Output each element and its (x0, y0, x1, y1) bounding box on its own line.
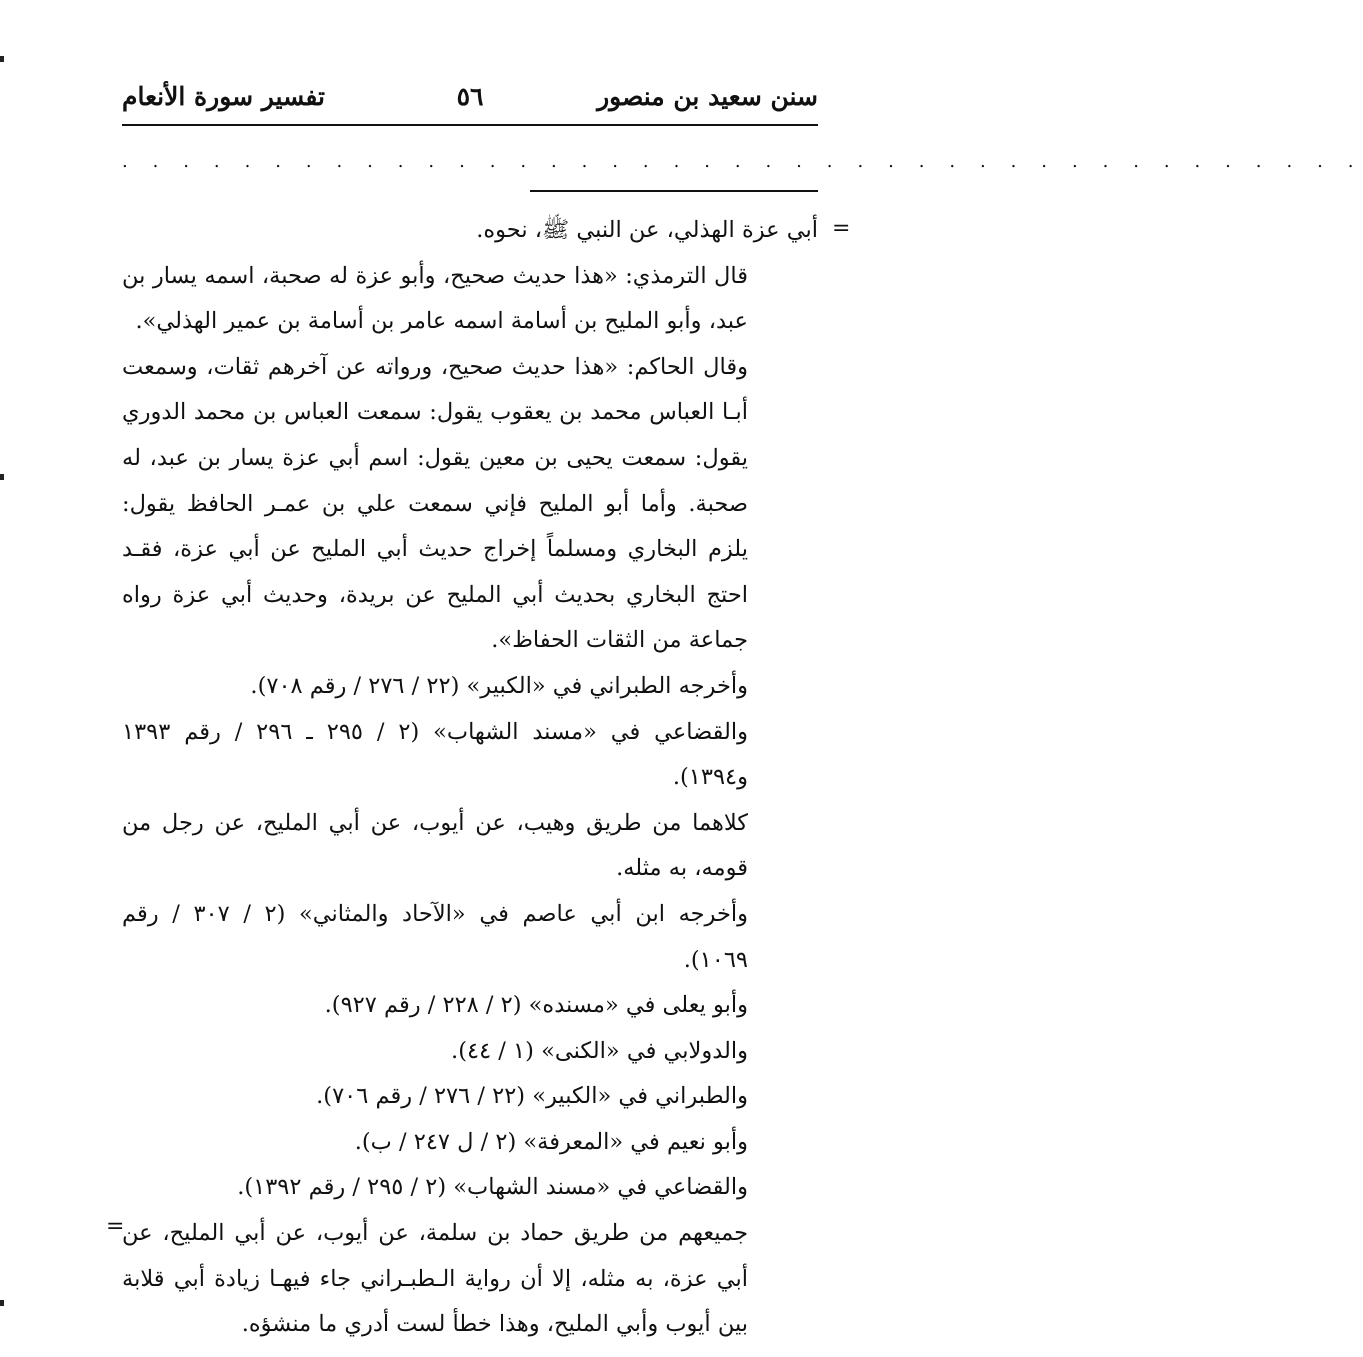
paragraph: جميعهم من طريق حماد بن سلمة، عن أيوب، عن أبي المليح، عن أبي عزة، به مثله، إلا أن رواية الـطبـراني جاء فيهـا زيادة أبي قلابة بين أيوب وأبي المليح، وهذا خطأ لست أدري ما منشؤه. (122, 1220, 748, 1338)
scan-edge-mark (0, 474, 4, 480)
paragraph: قال الترمذي: «هذا حديث صحيح، وأبو عزة له صحبة، اسمه يسار بن عبد، وأبو المليح بن أسامة اسمه عامر بن أسامة بن عمير الهذلي». (122, 262, 748, 335)
paragraph: كلاهما من طريق وهيب، عن أيوب، عن أبي المليح، عن رجل من قومه، به مثله. (122, 809, 748, 882)
paragraph: وقال الحاكم: «هذا حديث صحيح، ورواته عن آخرهم ثقات، وسمعت أبـا العباس محمد بن يعقوب يقول: سمعت العباس بن محمد الدوري يقول: سمعت يحيى بن معين يقول: اسم أبي عزة يسار بن عبد، له صحبة. وأما أبو المليح فإني سمعت علي بن عمـر الحافظ يقول: يلزم البخاري ومسلماً إخراج حديث أبي المليح عن أبي عزة، فقـد احتج البخاري بحديث أبي المليح عن بريدة، وحديث أبي عزة رواه جماعة من الثقات الحفاظ». (122, 353, 748, 654)
page-header (122, 82, 818, 122)
page-number: ٥٦ (456, 82, 484, 111)
continuation-mark-bottom: = (106, 1214, 125, 1239)
scan-edge-mark (0, 1300, 4, 1306)
separator-dots: . . . . . . . . . . . . . . . . . . . . . . . . . . . . . . . . . . . . . . . . . (122, 151, 1363, 172)
paragraph: وأخرجه الطبراني في «الكبير» (٢٢ / ٢٧٦ / رقم ٧٠٨). (250, 672, 748, 699)
paragraph: والقضاعي في «مسند الشهاب» (٢ / ٢٩٥ ـ ٢٩٦ / رقم ١٣٩٣ و١٣٩٤). (122, 718, 748, 791)
paragraph: وأخرجه ابن أبي عاصم في «الآحاد والمثاني» (٢ / ٣٠٧ / رقم ١٠٦٩). (122, 900, 748, 973)
paragraph: وأبو يعلى في «مسنده» (٢ / ٢٢٨ / رقم ٩٢٧). (324, 992, 748, 1019)
header-rule (122, 124, 818, 126)
paragraph: وأبو نعيم في «المعرفة» (٢ / ل ٢٤٧ / ب). (354, 1128, 748, 1155)
continuation-mark-top: = (832, 216, 851, 241)
footnote-text (122, 208, 818, 1348)
paragraph: أبي عزة الهذلي، عن النبي ﷺ، نحوه. (476, 217, 818, 243)
footnote-rule (530, 190, 818, 192)
book-title: سنن سعيد بن منصور (597, 82, 818, 111)
paragraph: والطبراني في «الكبير» (٢٢ / ٢٧٦ / رقم ٧٠٦). (316, 1083, 748, 1110)
paragraph: والقضاعي في «مسند الشهاب» (٢ / ٢٩٥ / رقم ١٣٩٢). (237, 1174, 748, 1201)
paragraph: والدولابي في «الكنى» (١ / ٤٤). (451, 1037, 748, 1064)
surah-title: تفسير سورة الأنعام (122, 82, 326, 111)
scan-edge-mark (0, 56, 4, 62)
